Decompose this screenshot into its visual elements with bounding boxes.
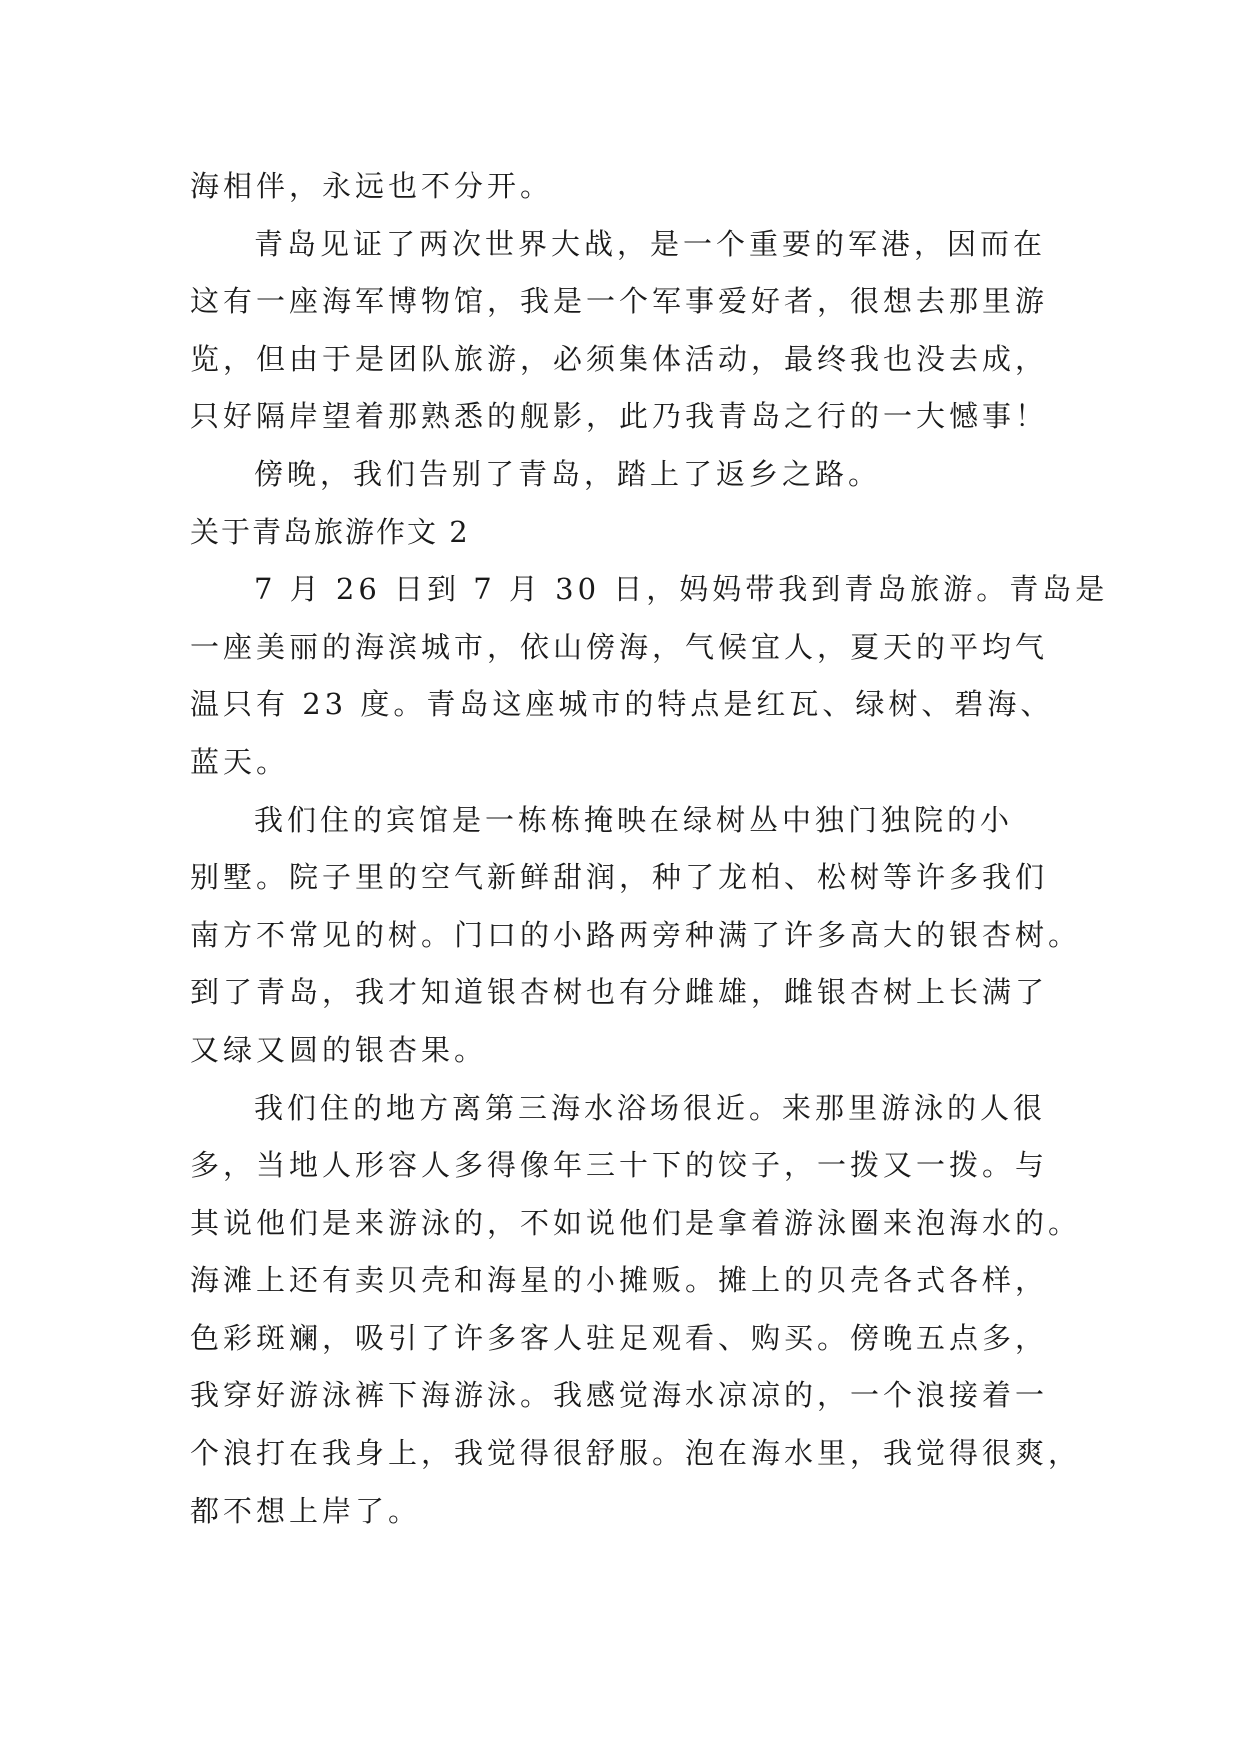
text-line: 又绿又圆的银杏果。 [190,1032,488,1067]
text-line: 览，但由于是团队旅游，必须集体活动，最终我也没去成， [190,341,1049,376]
text-line: 其说他们是来游泳的，不如说他们是拿着游泳圈来泡海水的。 [190,1205,1082,1240]
text-line: 蓝天。 [190,744,290,779]
text-line: 多，当地人形容人多得像年三十下的饺子，一拨又一拨。与 [190,1148,1049,1183]
paragraph-start-line: 青岛见证了两次世界大战，是一个重要的军港，因而在 [254,226,1047,261]
paragraph-start-line: 7 月 26 日到 7 月 30 日，妈妈带我到青岛旅游。青岛是 [254,572,1109,607]
paragraph-start-line: 我们住的宾馆是一栋栋掩映在绿树丛中独门独院的小 [254,802,1014,837]
text-line: 这有一座海军博物馆，我是一个军事爱好者，很想去那里游 [190,284,1049,319]
text-line: 温只有 23 度。青岛这座城市的特点是红瓦、绿树、碧海、 [190,687,1054,722]
text-line: 都不想上岸了。 [190,1493,422,1528]
document-body [190,158,1109,1540]
text-line: 到了青岛，我才知道银杏树也有分雌雄，雌银杏树上长满了 [190,975,1049,1010]
text-line: 海相伴，永远也不分开。 [190,169,554,203]
section-heading: 关于青岛旅游作文 2 [190,514,470,549]
text-line: 色彩斑斓，吸引了许多客人驻足观看、购买。傍晚五点多， [190,1320,1049,1355]
text-line: 我穿好游泳裤下海游泳。我感觉海水凉凉的，一个浪接着一 [190,1378,1049,1413]
text-line: 南方不常见的树。门口的小路两旁种满了许多高大的银杏树。 [190,917,1082,952]
paragraph-start-line: 傍晚，我们告别了青岛，踏上了返乡之路。 [254,456,882,491]
text-line: 海滩上还有卖贝壳和海星的小摊贩。摊上的贝壳各式各样， [190,1263,1049,1298]
text-line: 一座美丽的海滨城市，依山傍海，气候宜人，夏天的平均气 [190,629,1049,664]
paragraph-start-line: 我们住的地方离第三海水浴场很近。来那里游泳的人很 [254,1090,1047,1125]
text-line: 别墅。院子里的空气新鲜甜润，种了龙柏、松树等许多我们 [190,860,1049,895]
text-line: 只好隔岸望着那熟悉的舰影，此乃我青岛之行的一大憾事！ [190,399,1049,434]
text-line: 个浪打在我身上，我觉得很舒服。泡在海水里，我觉得很爽， [190,1436,1082,1471]
